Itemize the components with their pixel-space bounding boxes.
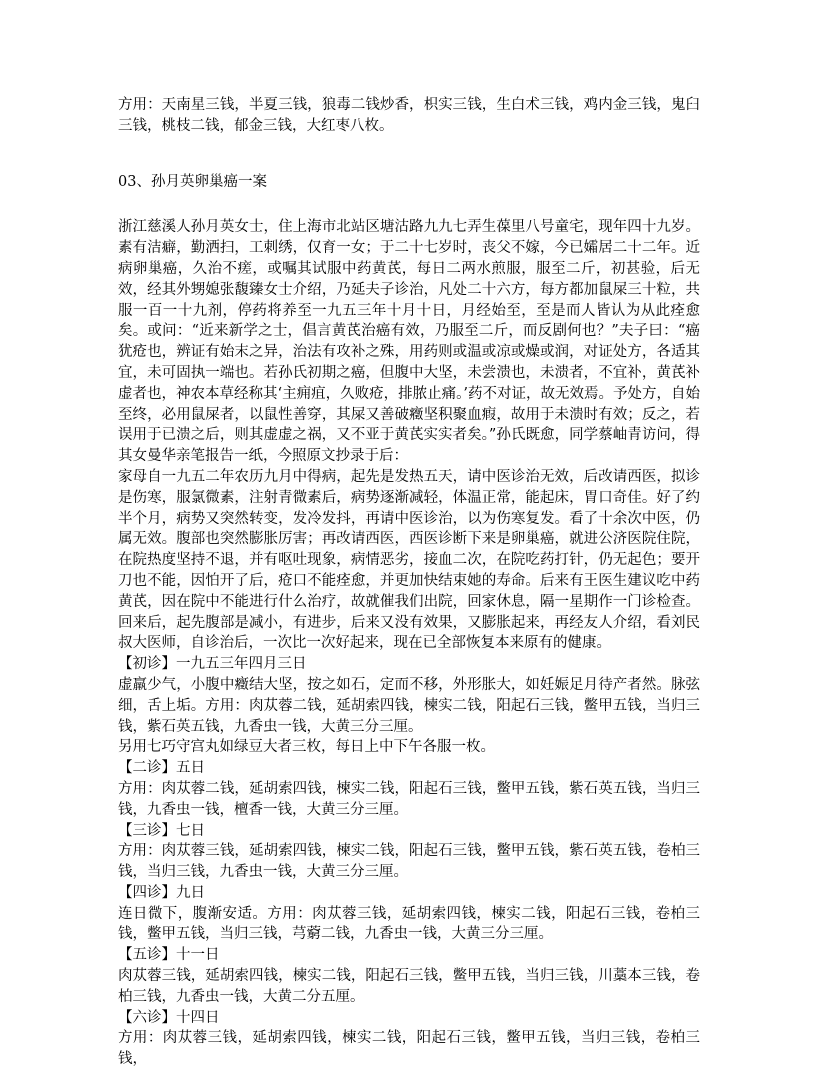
visit-5-label: 【五诊】十一日 <box>118 947 220 964</box>
intro-prescription-paragraph: 方用：天南星三钱，半夏三钱，狼毒二钱炒香，枳实三钱，生白术三钱，鸡内金三钱，鬼臼三钱，桃枝二钱，郁金三钱，大红枣八枚。 <box>118 97 700 134</box>
visit-block-1 <box>118 654 700 758</box>
visit-2-label: 【二诊】五日 <box>118 760 205 777</box>
visit-4-label: 【四诊】九日 <box>118 884 205 901</box>
visit-1-label: 【初诊】一九五三年四月三日 <box>118 656 307 673</box>
case-intro-paragraph: 浙江慈溪人孙月英女士，住上海市北站区塘沽路九九七弄生葆里八号童宅，现年四十九岁。素有洁癖，勤洒扫，工刺绣，仅育一女；于二十七岁时，丧父不嫁，今已孀居二十二年。近病卵巢癌，久治不瘥，或嘱其试服中药黄芪，每日二两水煎服，服至二斤，初甚验，后无效，经其外甥媳张馥臻女士介绍，乃延夫子诊治，凡处二十六方，每方都加鼠屎三十粒，共服一百一十九剂，停药将养至一九五三年十月十日，月经始至，至是而人皆认为从此痊愈矣。或问：“近来新学之士，倡言黄芪治癌有效，乃服至二斤，而反剧何也？”夫子曰：“癌犹疮也，辨证有始末之异，治法有攻补之殊，用药则或温或凉或燥或润，对证处方，各适其宜，未可固执一端也。若孙氏初期之癌，但腹中大坚，未尝溃也，未溃者，不宜补，黄芪补虚者也，神农本草经称其‘主痈疽，久败疮，排脓止痛。’药不对证，故无效焉。予处方，自始至终，必用鼠屎者，以鼠性善穿，其屎又善破癥坚积聚血瘕，故用于未溃时有效；反之，若误用于已溃之后，则其虚虚之祸，又不亚于黄芪实实者矣。”孙氏既愈，同学蔡岫青访问，得其女曼华亲笔报告一纸，今照原文抄录于后： <box>118 219 700 465</box>
visit-3-label: 【三诊】七日 <box>118 822 205 839</box>
visit-block-3 <box>118 821 700 883</box>
visit-5-prescription: 肉苁蓉三钱，延胡索四钱，楝实二钱，阳起石三钱，鳖甲五钱，当归三钱，川藁本三钱，卷柏三钱，九香虫一钱，大黄二分五厘。 <box>118 968 700 1005</box>
case-section-heading: 03、孙月英卵巢癌一案 <box>118 173 267 190</box>
visit-block-2 <box>118 758 700 820</box>
visit-block-6 <box>118 1008 700 1070</box>
visit-4-prescription: 连日微下，腹渐安适。方用：肉苁蓉三钱，延胡索四钱，楝实二钱，阳起石三钱，卷柏三钱，鳖甲五钱，当归三钱，芎藭二钱，九香虫一钱，大黄三分三厘。 <box>118 905 700 943</box>
visit-block-5 <box>118 945 700 1007</box>
visit-1-prescription: 虚羸少气，小腹中癥结大坚，按之如石，定而不移，外形胀大，如妊娠足月待产者然。脉弦细，舌上垢。方用：肉苁蓉二钱，延胡索四钱，楝实二钱，阳起石三钱，鳖甲五钱，当归三钱，紫石英五钱，九香虫一钱，大黄三分三厘。 <box>118 676 700 735</box>
visit-1-note: 另用七巧守宫丸如绿豆大者三枚，每日上中下午各服一枚。 <box>118 739 495 756</box>
document-page <box>118 95 700 1070</box>
visit-6-label: 【六诊】十四日 <box>118 1009 220 1026</box>
visit-block-4 <box>118 883 700 945</box>
daughter-report-paragraph: 家母自一九五二年农历九月中得病，起先是发热五天，请中医诊治无效，后改请西医，拟诊是伤寒，服氯微素，注射青微素后，病势逐渐减轻，体温正常，能起床，胃口奇佳。好了约半个月，病势又突然转变，发冷发抖，再请中医诊治，以为伤寒复发。看了十余次中医，仍属无效。腹部也突然膨胀厉害；再改请西医，西医诊断下来是卵巢癌，就进公济医院住院，在院热度坚持不退，并有呕吐现象，病情恶劣，接血二次，在院吃药打针，仍无起色；要开刀也不能，因怕开了后，疮口不能痊愈，并更加快结束她的寿命。后来有王医生建议吃中药黄芪，因在院中不能进行什么治疗，故就催我们出院，回家休息，隔一星期作一门诊检查。回来后，起先腹部是减小，有进步，后来又没有效果，又膨胀起来，再经友人介绍，看刘民叔大医师，自诊治后，一次比一次好起来，现在已全部恢复本来原有的健康。 <box>118 468 700 652</box>
visit-2-prescription: 方用：肉苁蓉二钱，延胡索四钱，楝实二钱，阳起石三钱，鳖甲五钱，紫石英五钱，当归三钱，九香虫一钱，檀香一钱，大黄三分三厘。 <box>118 780 700 818</box>
visit-6-prescription: 方用：肉苁蓉三钱，延胡索四钱，楝实二钱，阳起石三钱，鳖甲五钱，当归三钱，卷柏三钱， <box>118 1030 700 1068</box>
visit-3-prescription: 方用：肉苁蓉三钱，延胡索四钱，楝实二钱，阳起石三钱，鳖甲五钱，紫石英五钱，卷柏三钱，当归三钱，九香虫一钱，大黄三分三厘。 <box>118 843 700 881</box>
